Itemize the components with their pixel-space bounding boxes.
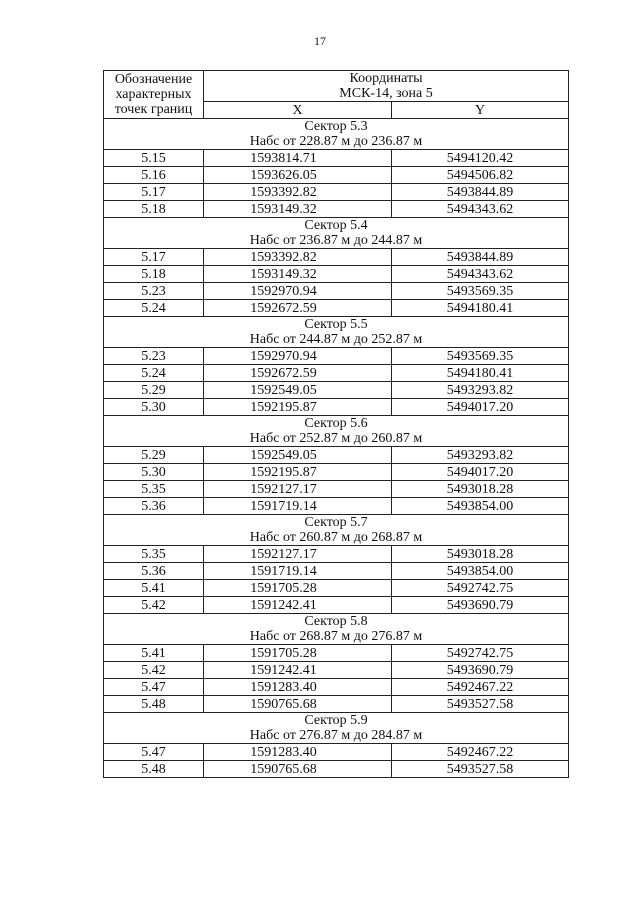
sector-height-range: Набс от 276.87 м до 284.87 м bbox=[249, 728, 423, 743]
x-coordinate-cell: 1592195.87 bbox=[204, 464, 392, 481]
x-coordinate-cell: 1590765.68 bbox=[204, 761, 392, 778]
y-coordinate-cell: 5492467.22 bbox=[392, 744, 569, 761]
table-row bbox=[104, 201, 569, 218]
coordinates-table bbox=[103, 70, 569, 778]
sector-header bbox=[104, 317, 569, 348]
y-coordinate-cell: 5493293.82 bbox=[392, 447, 569, 464]
y-coordinate-cell: 5493844.89 bbox=[392, 249, 569, 266]
sector-title: Сектор 5.8 bbox=[304, 614, 368, 629]
table-row bbox=[104, 580, 569, 597]
sector-header bbox=[104, 218, 569, 249]
x-coordinate-cell: 1592127.17 bbox=[204, 481, 392, 498]
point-cell: 5.35 bbox=[104, 546, 204, 563]
table-row bbox=[104, 464, 569, 481]
sector-header-row bbox=[104, 416, 569, 447]
x-coordinate-cell: 1592195.87 bbox=[204, 399, 392, 416]
table-body bbox=[104, 119, 569, 778]
y-coordinate-cell: 5494017.20 bbox=[392, 464, 569, 481]
table-row bbox=[104, 662, 569, 679]
sector-title: Сектор 5.6 bbox=[304, 416, 368, 431]
y-coordinate-cell: 5494120.42 bbox=[392, 150, 569, 167]
table-row bbox=[104, 679, 569, 696]
x-column-header: X bbox=[204, 102, 392, 119]
point-cell: 5.24 bbox=[104, 300, 204, 317]
x-coordinate-cell: 1591705.28 bbox=[204, 645, 392, 662]
point-label-header bbox=[104, 71, 204, 119]
x-coordinate-cell: 1592672.59 bbox=[204, 365, 392, 382]
table-row bbox=[104, 167, 569, 184]
y-coordinate-cell: 5494343.62 bbox=[392, 266, 569, 283]
sector-title: Сектор 5.4 bbox=[304, 218, 368, 233]
sector-header bbox=[104, 416, 569, 447]
sector-header bbox=[104, 119, 569, 150]
y-column-header: Y bbox=[392, 102, 569, 119]
y-coordinate-cell: 5493018.28 bbox=[392, 481, 569, 498]
y-coordinate-cell: 5494017.20 bbox=[392, 399, 569, 416]
sector-height-range: Набс от 260.87 м до 268.87 м bbox=[249, 530, 423, 545]
table-row bbox=[104, 744, 569, 761]
point-cell: 5.47 bbox=[104, 744, 204, 761]
y-coordinate-cell: 5493569.35 bbox=[392, 348, 569, 365]
sector-header-row bbox=[104, 515, 569, 546]
table-row bbox=[104, 481, 569, 498]
x-coordinate-cell: 1592549.05 bbox=[204, 447, 392, 464]
y-coordinate-cell: 5492742.75 bbox=[392, 580, 569, 597]
sector-header-row bbox=[104, 317, 569, 348]
y-coordinate-cell: 5492742.75 bbox=[392, 645, 569, 662]
point-cell: 5.24 bbox=[104, 365, 204, 382]
table-row bbox=[104, 696, 569, 713]
sector-height-range: Набс от 228.87 м до 236.87 м bbox=[249, 134, 423, 149]
sector-header-row bbox=[104, 218, 569, 249]
sector-title: Сектор 5.5 bbox=[304, 317, 368, 332]
point-cell: 5.17 bbox=[104, 249, 204, 266]
y-coordinate-cell: 5493854.00 bbox=[392, 563, 569, 580]
y-coordinate-cell: 5493527.58 bbox=[392, 761, 569, 778]
x-coordinate-cell: 1593149.32 bbox=[204, 201, 392, 218]
coordinates-title: Координаты bbox=[349, 71, 423, 86]
sector-header bbox=[104, 515, 569, 546]
x-coordinate-cell: 1593814.71 bbox=[204, 150, 392, 167]
table-header-row bbox=[104, 71, 569, 102]
table-row bbox=[104, 283, 569, 300]
point-cell: 5.17 bbox=[104, 184, 204, 201]
point-cell: 5.15 bbox=[104, 150, 204, 167]
table-row bbox=[104, 150, 569, 167]
x-coordinate-cell: 1593626.05 bbox=[204, 167, 392, 184]
point-cell: 5.18 bbox=[104, 201, 204, 218]
x-coordinate-cell: 1591283.40 bbox=[204, 744, 392, 761]
table-row bbox=[104, 546, 569, 563]
y-coordinate-cell: 5494180.41 bbox=[392, 300, 569, 317]
table-row bbox=[104, 447, 569, 464]
page-number: 17 bbox=[314, 34, 326, 48]
y-coordinate-cell: 5493018.28 bbox=[392, 546, 569, 563]
y-coordinate-cell: 5494506.82 bbox=[392, 167, 569, 184]
table-row bbox=[104, 597, 569, 614]
point-cell: 5.29 bbox=[104, 447, 204, 464]
point-cell: 5.42 bbox=[104, 597, 204, 614]
x-coordinate-cell: 1592970.94 bbox=[204, 348, 392, 365]
table-row bbox=[104, 498, 569, 515]
y-coordinate-cell: 5493293.82 bbox=[392, 382, 569, 399]
table-row bbox=[104, 249, 569, 266]
y-coordinate-cell: 5493854.00 bbox=[392, 498, 569, 515]
point-cell: 5.41 bbox=[104, 645, 204, 662]
sector-title: Сектор 5.7 bbox=[304, 515, 368, 530]
point-label-line-2: характерных bbox=[115, 87, 192, 102]
y-coordinate-cell: 5494180.41 bbox=[392, 365, 569, 382]
point-label-line-1: Обозначение bbox=[114, 72, 193, 87]
table-row bbox=[104, 399, 569, 416]
x-coordinate-cell: 1590765.68 bbox=[204, 696, 392, 713]
table-row bbox=[104, 563, 569, 580]
coordinates-header bbox=[204, 71, 569, 102]
sector-header bbox=[104, 713, 569, 744]
y-coordinate-cell: 5493527.58 bbox=[392, 696, 569, 713]
sector-title: Сектор 5.3 bbox=[304, 119, 368, 134]
point-label-line-3: точек границ bbox=[114, 102, 193, 117]
sector-header-row bbox=[104, 119, 569, 150]
point-cell: 5.30 bbox=[104, 464, 204, 481]
x-coordinate-cell: 1591719.14 bbox=[204, 563, 392, 580]
point-cell: 5.16 bbox=[104, 167, 204, 184]
sector-title: Сектор 5.9 bbox=[304, 713, 368, 728]
y-coordinate-cell: 5492467.22 bbox=[392, 679, 569, 696]
point-cell: 5.23 bbox=[104, 283, 204, 300]
table-row bbox=[104, 348, 569, 365]
x-coordinate-cell: 1592127.17 bbox=[204, 546, 392, 563]
sector-header-row bbox=[104, 713, 569, 744]
sector-height-range: Набс от 252.87 м до 260.87 м bbox=[249, 431, 423, 446]
sector-height-range: Набс от 236.87 м до 244.87 м bbox=[249, 233, 423, 248]
point-cell: 5.18 bbox=[104, 266, 204, 283]
point-cell: 5.41 bbox=[104, 580, 204, 597]
y-coordinate-cell: 5493690.79 bbox=[392, 597, 569, 614]
x-coordinate-cell: 1593392.82 bbox=[204, 184, 392, 201]
x-coordinate-cell: 1592549.05 bbox=[204, 382, 392, 399]
table-row bbox=[104, 266, 569, 283]
x-coordinate-cell: 1591705.28 bbox=[204, 580, 392, 597]
table-row bbox=[104, 184, 569, 201]
x-coordinate-cell: 1592970.94 bbox=[204, 283, 392, 300]
table-row bbox=[104, 761, 569, 778]
point-cell: 5.36 bbox=[104, 498, 204, 515]
y-coordinate-cell: 5493690.79 bbox=[392, 662, 569, 679]
table-row bbox=[104, 300, 569, 317]
sector-header bbox=[104, 614, 569, 645]
point-cell: 5.36 bbox=[104, 563, 204, 580]
sector-header-row bbox=[104, 614, 569, 645]
x-coordinate-cell: 1593149.32 bbox=[204, 266, 392, 283]
x-coordinate-cell: 1591242.41 bbox=[204, 597, 392, 614]
point-cell: 5.23 bbox=[104, 348, 204, 365]
y-coordinate-cell: 5493569.35 bbox=[392, 283, 569, 300]
coordinate-system: МСК-14, зона 5 bbox=[339, 86, 433, 101]
point-cell: 5.29 bbox=[104, 382, 204, 399]
x-coordinate-cell: 1593392.82 bbox=[204, 249, 392, 266]
table-row bbox=[104, 365, 569, 382]
table-row bbox=[104, 382, 569, 399]
x-coordinate-cell: 1591719.14 bbox=[204, 498, 392, 515]
table-row bbox=[104, 645, 569, 662]
x-coordinate-cell: 1592672.59 bbox=[204, 300, 392, 317]
point-cell: 5.30 bbox=[104, 399, 204, 416]
point-cell: 5.35 bbox=[104, 481, 204, 498]
x-coordinate-cell: 1591242.41 bbox=[204, 662, 392, 679]
point-cell: 5.48 bbox=[104, 761, 204, 778]
point-cell: 5.42 bbox=[104, 662, 204, 679]
sector-height-range: Набс от 244.87 м до 252.87 м bbox=[249, 332, 423, 347]
x-coordinate-cell: 1591283.40 bbox=[204, 679, 392, 696]
point-cell: 5.47 bbox=[104, 679, 204, 696]
y-coordinate-cell: 5493844.89 bbox=[392, 184, 569, 201]
sector-height-range: Набс от 268.87 м до 276.87 м bbox=[249, 629, 423, 644]
y-coordinate-cell: 5494343.62 bbox=[392, 201, 569, 218]
point-cell: 5.48 bbox=[104, 696, 204, 713]
